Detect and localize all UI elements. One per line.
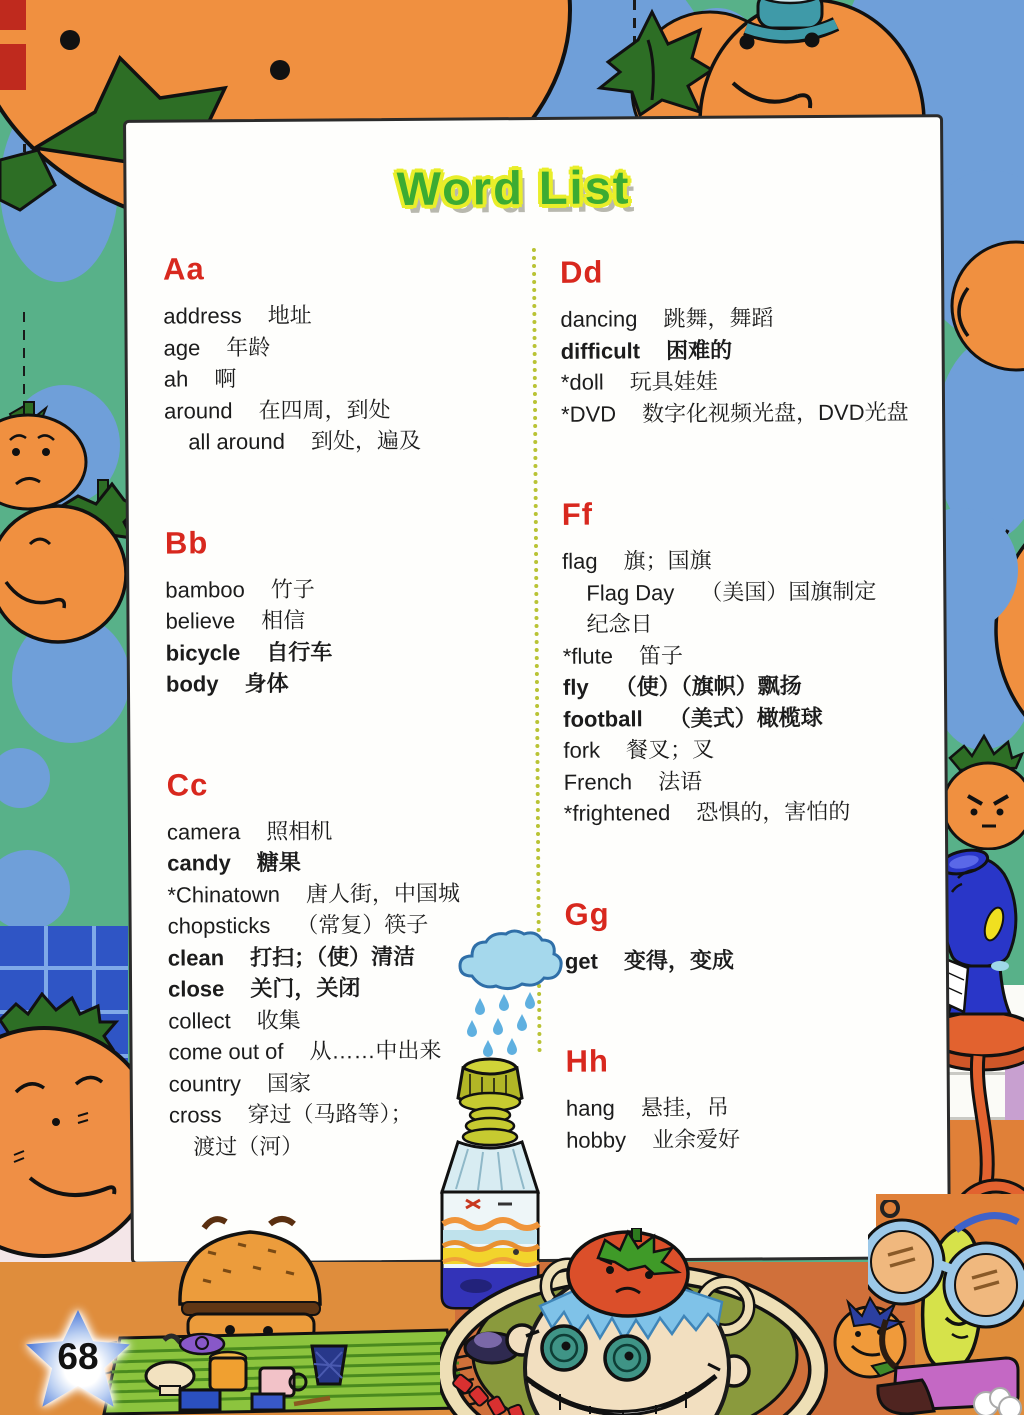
chinese-meaning: 糖果 — [256, 849, 301, 875]
section-letter: Bb — [164, 524, 209, 561]
dashed-string-line — [23, 312, 25, 396]
english-word: hobby — [566, 1126, 627, 1153]
chinese-meaning: 收集 — [256, 1007, 301, 1033]
chinese-meaning: 困难的 — [665, 337, 733, 363]
section-letter: Aa — [162, 251, 205, 287]
chinese-meaning: 从……中出来 — [309, 1037, 442, 1064]
picnic-mat — [102, 1328, 477, 1415]
stool-top — [938, 1012, 1024, 1056]
word-entry — [167, 845, 527, 879]
chinese-meaning: 唐人街，中国城 — [305, 880, 461, 907]
chinese-meaning: 业余爱好 — [652, 1126, 741, 1152]
english-word: football — [563, 705, 643, 732]
blue-box — [180, 1390, 220, 1410]
english-word: body — [165, 671, 219, 697]
english-word: age — [163, 334, 201, 361]
chinese-meaning: 身体 — [244, 670, 289, 697]
english-word: fly — [562, 674, 589, 700]
word-entry — [164, 361, 524, 395]
section-dd — [560, 253, 945, 430]
chinese-meaning: （美式）橄榄球 — [668, 704, 823, 731]
page-number-star — [24, 1310, 132, 1414]
tomato-characters-right-edge — [940, 240, 1024, 760]
word-entry — [564, 764, 948, 798]
chinese-meaning: （美国）国旗制定 — [700, 578, 877, 605]
word-entry — [565, 943, 949, 977]
word-entry — [561, 396, 945, 430]
section-letter: Ff — [561, 496, 594, 532]
chinese-meaning: 旗；国旗 — [623, 547, 712, 574]
section-aa — [163, 250, 524, 458]
chinese-meaning: 自行车 — [266, 638, 333, 665]
chinese-meaning: 国家 — [266, 1070, 311, 1096]
english-word: *doll — [560, 369, 604, 395]
word-entry — [563, 701, 947, 735]
english-word: country — [168, 1070, 241, 1097]
english-word: camera — [166, 818, 241, 845]
hook-ring — [882, 1200, 898, 1216]
rain-cloud — [452, 928, 564, 1063]
word-entry — [560, 301, 944, 335]
chinese-meaning: 恐惧的，害怕的 — [696, 798, 851, 825]
english-word: cross — [168, 1102, 222, 1128]
english-word: *frightened — [563, 800, 671, 826]
word-entry — [561, 333, 945, 367]
chinese-meaning: 关门，关闭 — [250, 975, 361, 1002]
word-entry — [566, 1122, 950, 1156]
banana-character-group — [868, 1200, 1024, 1415]
english-word: *Chinatown — [167, 881, 281, 908]
chinese-meaning: 打扫；（使）清洁 — [250, 943, 416, 970]
right-column — [560, 253, 950, 1156]
chinese-meaning: 笛子 — [638, 642, 684, 668]
chinese-meaning: 跳舞，舞蹈 — [663, 305, 774, 332]
word-entry — [562, 543, 946, 577]
word-entry — [561, 364, 945, 398]
word-entry — [164, 424, 524, 458]
section-gg — [564, 895, 949, 977]
boy-character — [440, 1228, 910, 1415]
word-entry — [165, 572, 525, 606]
word-entry — [164, 393, 524, 427]
chinese-meaning: 相信 — [261, 607, 306, 633]
word-entry — [167, 877, 527, 911]
chinese-meaning: （使）（旗帜）飘扬 — [614, 673, 802, 700]
chinese-meaning: 餐叉；叉 — [626, 736, 715, 763]
glasses-temple — [956, 1216, 1018, 1230]
section-bb — [165, 524, 526, 701]
english-word: *DVD — [560, 400, 617, 427]
chinese-meaning: 照相机 — [266, 817, 333, 844]
tomato-character-bottom-left — [0, 992, 132, 1292]
english-word: collect — [168, 1007, 231, 1034]
english-word: all around — [188, 428, 285, 455]
english-word: believe — [165, 608, 236, 634]
chinese-meaning: 变得，变成 — [623, 947, 734, 973]
english-word: hang — [565, 1095, 615, 1121]
raindrops — [467, 992, 535, 1057]
blue-blob — [0, 850, 70, 930]
english-word: close — [167, 976, 225, 1002]
word-entry — [165, 603, 525, 637]
english-word: ah — [163, 366, 189, 392]
chinese-meaning: 在四周，到处 — [258, 396, 391, 423]
word-entry — [563, 732, 947, 766]
blue-blob — [0, 748, 50, 808]
english-word: flag — [562, 548, 598, 574]
chinese-meaning: 法语 — [658, 768, 703, 794]
english-word: chopsticks — [167, 912, 271, 939]
chinese-meaning: 竹子 — [270, 576, 315, 602]
bun-top — [180, 1232, 320, 1304]
brown-bag — [878, 1380, 934, 1414]
english-word: fork — [563, 737, 601, 763]
english-word: around — [163, 397, 233, 424]
section-letter: Cc — [166, 766, 209, 803]
english-word: clean — [167, 944, 225, 971]
word-entry — [566, 1090, 950, 1124]
english-word: candy — [167, 850, 231, 876]
word-entry — [163, 330, 523, 364]
section-ff — [562, 495, 948, 829]
word-entry — [562, 575, 946, 609]
chinese-meaning: 地址 — [267, 302, 312, 328]
english-word: dancing — [560, 306, 638, 332]
chinese-meaning: 年龄 — [226, 334, 271, 360]
english-word: French — [563, 768, 633, 795]
page-title: Word List — [396, 160, 631, 215]
chinese-meaning: 到处，遍及 — [310, 427, 422, 454]
english-word: come out of — [168, 1038, 284, 1065]
section-letter: Gg — [564, 895, 610, 932]
word-entry — [167, 814, 527, 848]
english-word: *flute — [562, 642, 614, 669]
english-word: bamboo — [165, 576, 245, 603]
english-word: get — [564, 948, 598, 974]
english-word: address — [163, 303, 242, 329]
red-corner-mark — [0, 0, 26, 30]
chinese-meaning: 穿过（马路等）； — [247, 1100, 413, 1128]
chinese-meaning: （常复）筷子 — [296, 911, 429, 938]
tomato-character-left-smiling — [0, 478, 140, 653]
english-word: bicycle — [165, 639, 241, 666]
page-number: 68 — [57, 1336, 99, 1377]
word-entry — [166, 666, 526, 700]
chinese-meaning: 纪念日 — [586, 611, 653, 637]
chinese-meaning: 悬挂，吊 — [640, 1094, 729, 1121]
word-entry — [163, 298, 523, 332]
word-entry — [563, 669, 947, 703]
word-entry — [563, 638, 947, 672]
jar — [210, 1358, 246, 1390]
word-entry — [562, 606, 946, 640]
section-letter: Hh — [565, 1043, 610, 1079]
word-entry — [166, 635, 526, 669]
english-word: Flag Day — [586, 579, 675, 606]
word-entry — [564, 795, 948, 829]
chinese-meaning: 数字化视频光盘，DVD光盘 — [642, 398, 909, 426]
section-hh — [565, 1042, 950, 1156]
chinese-meaning: 渡过（河） — [193, 1133, 304, 1159]
section-letter: Dd — [559, 254, 604, 290]
red-corner-mark — [0, 44, 26, 90]
chinese-meaning: 啊 — [214, 366, 237, 392]
english-word: difficult — [560, 337, 641, 364]
chinese-meaning: 玩具娃娃 — [629, 368, 718, 395]
